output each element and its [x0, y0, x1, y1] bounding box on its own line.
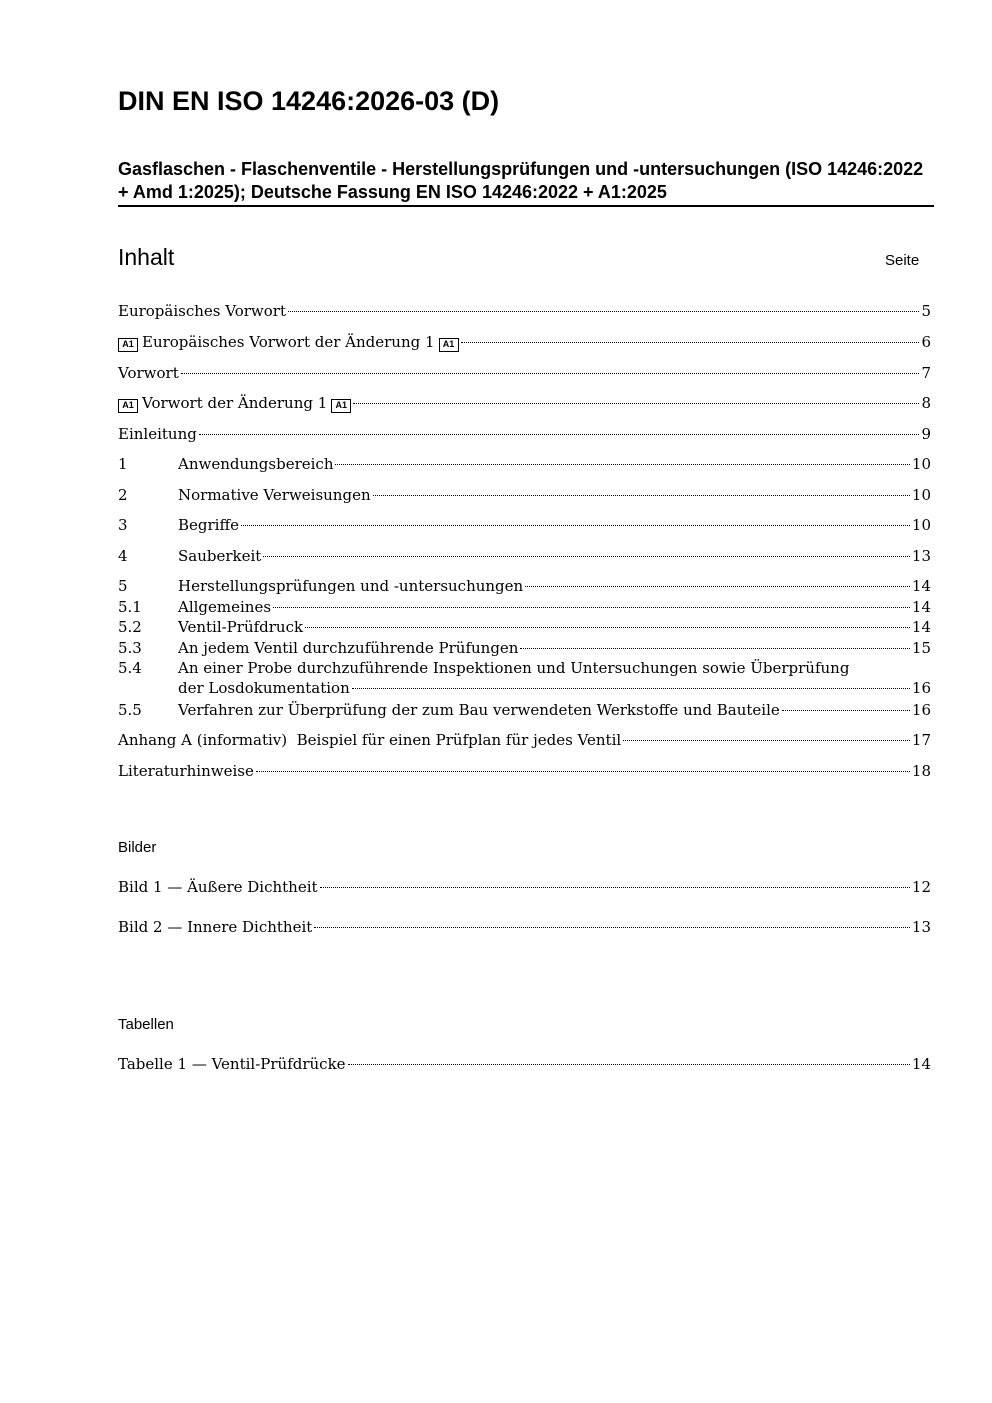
toc-entry-5-3[interactable] [118, 638, 931, 658]
toc-entry-title: Ventil-Prüfdruck [178, 618, 304, 636]
toc-entry-title: Begriffe [178, 516, 240, 534]
toc-heading: Inhalt [118, 244, 175, 270]
figure-entry-page: 13 [911, 918, 931, 936]
tables-heading: Tabellen [118, 1016, 174, 1033]
dot-leader [305, 627, 910, 628]
dot-leader [520, 648, 909, 649]
toc-entry-number: 5.1 [118, 598, 142, 616]
toc-entry-european-foreword[interactable] [118, 301, 931, 321]
toc-entry-page: 10 [911, 516, 931, 534]
toc-entry-title: Sauberkeit [178, 547, 262, 565]
toc-entry-number: 5.3 [118, 639, 142, 657]
toc-entry-page: 14 [911, 598, 931, 616]
dot-leader [256, 771, 910, 772]
dot-leader [241, 525, 910, 526]
toc-entry-page: 17 [911, 731, 931, 749]
toc-entry-title: Anwendungsbereich [178, 455, 334, 473]
toc-entry-title-line1: An einer Probe durchzuführende Inspektionen und Untersuchungen sowie Überprüfung [178, 659, 850, 677]
toc-entry-page: 18 [911, 762, 931, 780]
toc-entry-page: 14 [911, 618, 931, 636]
dot-leader [320, 887, 910, 888]
toc-entry-european-foreword-amendment[interactable] [118, 332, 931, 352]
dot-leader [314, 927, 910, 928]
toc-entry-page: 16 [911, 701, 931, 719]
toc-entry-title: Europäisches Vorwort [118, 302, 286, 320]
dot-leader [288, 311, 919, 312]
toc-entry-title: Herstellungsprüfungen und -untersuchungen [178, 577, 524, 595]
toc-entry-annex-a[interactable] [118, 730, 931, 750]
toc-entry-title-line2: der Losdokumentation [178, 679, 350, 697]
toc-entry-page: 6 [921, 333, 931, 351]
toc-entry-title: Allgemeines [178, 598, 272, 616]
toc-entry-title: Literaturhinweise [118, 762, 254, 780]
toc-entry-introduction[interactable] [118, 424, 931, 444]
figures-heading: Bilder [118, 839, 157, 856]
dot-leader [461, 342, 920, 343]
toc-entry-1[interactable] [118, 454, 931, 474]
table-entry-1[interactable] [118, 1054, 931, 1074]
dot-leader [353, 403, 919, 404]
toc-entry-page: 16 [911, 679, 931, 697]
toc-entry-3[interactable] [118, 515, 931, 535]
toc-entry-page: 10 [911, 486, 931, 504]
toc-entry-foreword-amendment[interactable] [118, 393, 931, 413]
title-rule [118, 205, 934, 207]
toc-entry-number: 2 [118, 486, 128, 504]
dot-leader [273, 607, 910, 608]
dot-leader [263, 556, 910, 557]
toc-entry-title: Normative Verweisungen [178, 486, 371, 504]
toc-entry-title: An jedem Ventil durchzuführende Prüfungen [178, 639, 519, 657]
toc-entry-page: 5 [921, 302, 931, 320]
toc-entry-page: 7 [921, 364, 931, 382]
toc-entry-title: Anhang A (informativ) Beispiel für einen Prüfplan für jedes Ventil [118, 731, 622, 749]
amendment-start-icon: A1 [118, 338, 138, 352]
toc-entry-title: Europäisches Vorwort der Änderung 1 [142, 333, 435, 351]
toc-entry-number: 5.4 [118, 659, 142, 677]
figure-entry-title: Bild 2 — Innere Dichtheit [118, 918, 313, 936]
amendment-end-icon: A1 [439, 338, 459, 352]
table-entry-title: Tabelle 1 — Ventil-Prüfdrücke [118, 1055, 346, 1073]
toc-entry-number: 5 [118, 577, 128, 595]
toc-entry-title: Vorwort der Änderung 1 [142, 394, 328, 412]
document-subtitle: Gasflaschen - Flaschenventile - Herstellungsprüfungen und -untersuchungen (ISO 14246:2022 + Amd 1:2025); Deutsche Fassung EN ISO 14246:2022 + A1:2025 [118, 159, 924, 202]
dot-leader [181, 373, 920, 374]
toc-entry-5-2[interactable] [118, 617, 931, 637]
dot-leader [348, 1064, 910, 1065]
toc-entry-page: 10 [911, 455, 931, 473]
dot-leader [199, 434, 920, 435]
toc-entry-title: Vorwort [118, 364, 179, 382]
toc-entry-5-1[interactable] [118, 597, 931, 617]
figure-entry-title: Bild 1 — Äußere Dichtheit [118, 878, 318, 896]
dot-leader [352, 688, 910, 689]
toc-entry-page: 14 [911, 577, 931, 595]
dot-leader [782, 710, 910, 711]
toc-entry-page: 9 [921, 425, 931, 443]
toc-entry-number: 4 [118, 547, 128, 565]
toc-entry-5[interactable] [118, 576, 931, 596]
toc-entry-number: 5.5 [118, 701, 142, 719]
toc-entry-foreword[interactable] [118, 363, 931, 383]
toc-entry-4[interactable] [118, 546, 931, 566]
figure-entry-1[interactable] [118, 877, 931, 897]
toc-entry-number: 5.2 [118, 618, 142, 636]
dot-leader [525, 586, 910, 587]
page-column-label: Seite [885, 252, 920, 269]
toc-entry-page: 15 [911, 639, 931, 657]
toc-entry-number: 3 [118, 516, 128, 534]
amendment-end-icon: A1 [331, 399, 351, 413]
toc-entry-5-4[interactable] [118, 658, 931, 698]
amendment-start-icon: A1 [118, 399, 138, 413]
toc-entry-title: Verfahren zur Überprüfung der zum Bau verwendeten Werkstoffe und Bauteile [178, 701, 780, 719]
toc-entry-number: 1 [118, 455, 128, 473]
document-title: DIN EN ISO 14246:2026-03 (D) [118, 86, 500, 116]
table-entry-page: 14 [911, 1055, 931, 1073]
toc-entry-title: Einleitung [118, 425, 197, 443]
toc-entry-5-5[interactable] [118, 700, 931, 720]
toc-entry-2[interactable] [118, 485, 931, 505]
dot-leader [373, 495, 910, 496]
figure-entry-2[interactable] [118, 917, 931, 937]
toc-entry-page: 8 [921, 394, 931, 412]
toc-entry-page: 13 [911, 547, 931, 565]
figure-entry-page: 12 [911, 878, 931, 896]
dot-leader [335, 464, 909, 465]
toc-entry-bibliography[interactable] [118, 761, 931, 781]
dot-leader [623, 740, 910, 741]
